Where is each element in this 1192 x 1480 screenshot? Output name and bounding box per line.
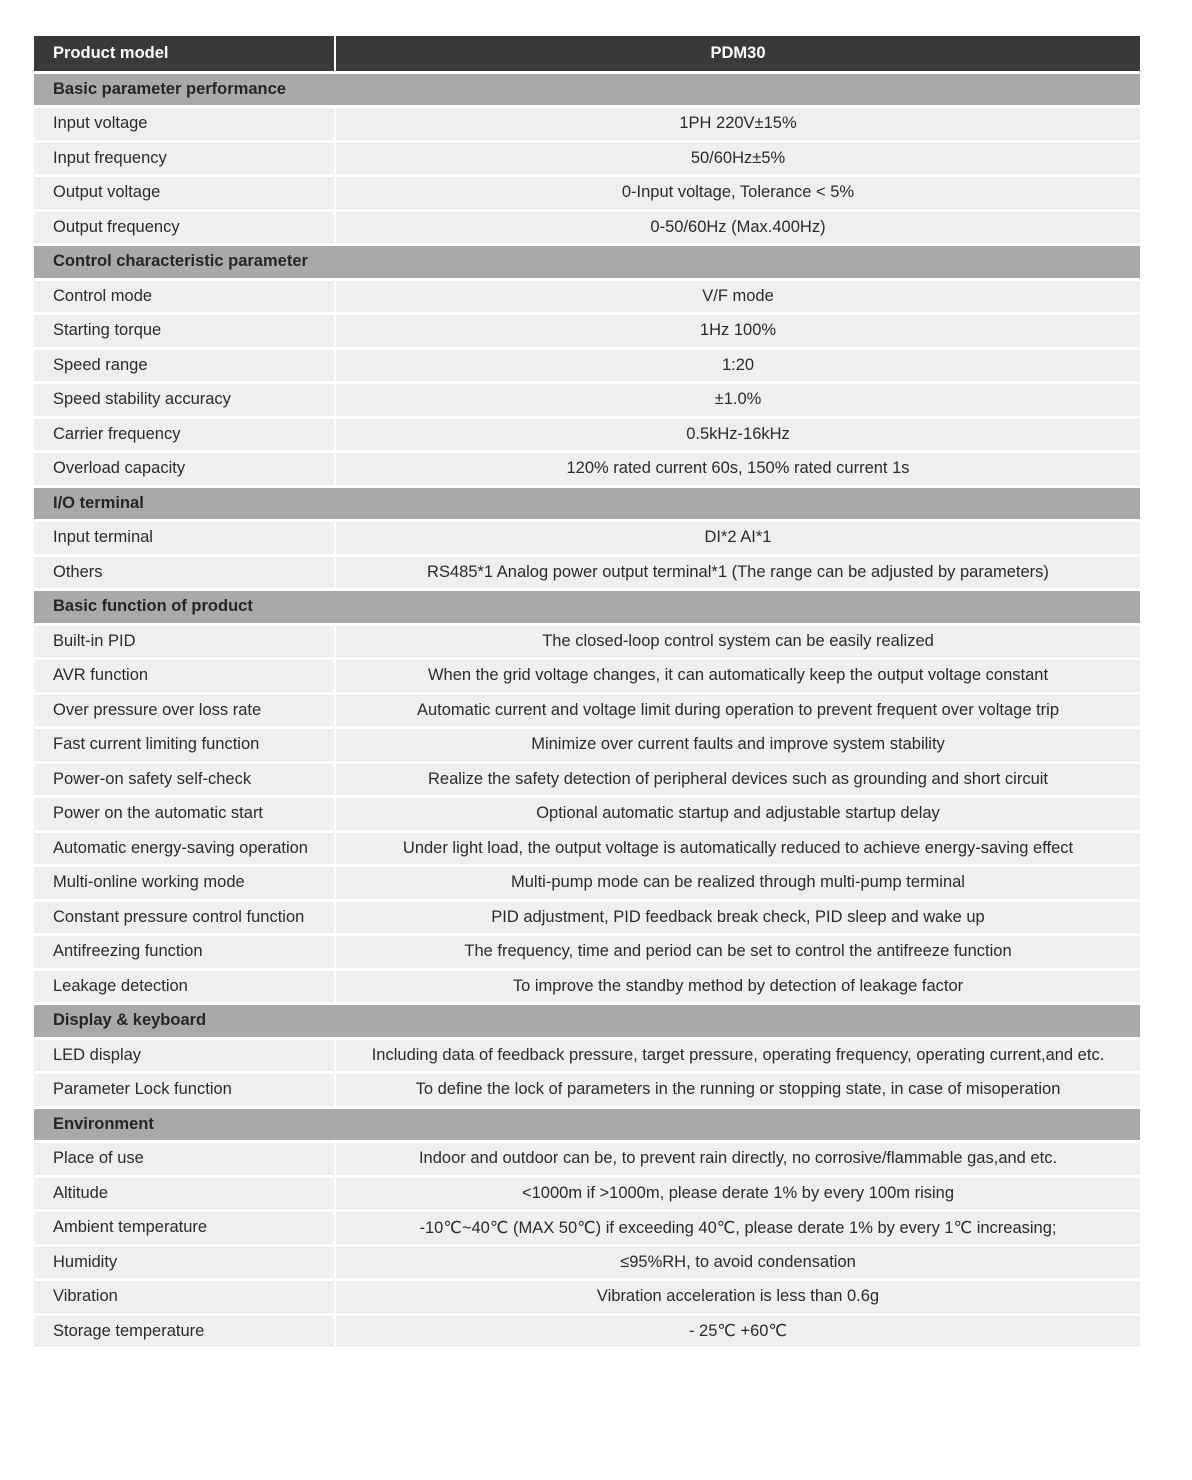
- header-product-model-label: Product model: [34, 36, 335, 72]
- parameter-value: ±1.0%: [335, 383, 1140, 418]
- section-title: Basic parameter performance: [34, 72, 1140, 107]
- section-header-row: [34, 590, 1140, 625]
- parameter-value: The frequency, time and period can be set to control the antifreeze function: [335, 935, 1140, 970]
- table-row: [34, 279, 1140, 314]
- section-title: Basic function of product: [34, 590, 1140, 625]
- parameter-name: Input frequency: [34, 141, 335, 176]
- parameter-name: Place of use: [34, 1142, 335, 1177]
- parameter-value: RS485*1 Analog power output terminal*1 (The range can be adjusted by parameters): [335, 555, 1140, 590]
- parameter-value: -10℃~40℃ (MAX 50℃) if exceeding 40℃, please derate 1% by every 1℃ increasing;: [335, 1211, 1140, 1246]
- parameter-name: Humidity: [34, 1245, 335, 1280]
- parameter-value: Realize the safety detection of peripheral devices such as grounding and short circuit: [335, 762, 1140, 797]
- table-row: [34, 1142, 1140, 1177]
- parameter-name: Output frequency: [34, 210, 335, 245]
- parameter-name: Built-in PID: [34, 624, 335, 659]
- table-row: [34, 693, 1140, 728]
- parameter-name: Altitude: [34, 1176, 335, 1211]
- table-header-row: [34, 36, 1140, 72]
- parameter-name: Others: [34, 555, 335, 590]
- table-row: [34, 417, 1140, 452]
- parameter-value: 0.5kHz-16kHz: [335, 417, 1140, 452]
- parameter-name: Ambient temperature: [34, 1211, 335, 1246]
- table-row: [34, 107, 1140, 142]
- parameter-value: DI*2 AI*1: [335, 521, 1140, 556]
- table-row: [34, 728, 1140, 763]
- parameter-value: 1:20: [335, 348, 1140, 383]
- table-row: [34, 900, 1140, 935]
- section-title: Control characteristic parameter: [34, 245, 1140, 280]
- parameter-name: Automatic energy-saving operation: [34, 831, 335, 866]
- table-row: [34, 831, 1140, 866]
- table-row: [34, 1211, 1140, 1246]
- table-row: [34, 969, 1140, 1004]
- parameter-value: Under light load, the output voltage is automatically reduced to achieve energy-saving effect: [335, 831, 1140, 866]
- table-body: [34, 72, 1140, 1349]
- parameter-value: The closed-loop control system can be easily realized: [335, 624, 1140, 659]
- table-row: [34, 1038, 1140, 1073]
- table-row: [34, 866, 1140, 901]
- header-model-value: PDM30: [335, 36, 1140, 72]
- table-row: [34, 762, 1140, 797]
- table-row: [34, 1176, 1140, 1211]
- section-header-row: [34, 245, 1140, 280]
- parameter-name: Power-on safety self-check: [34, 762, 335, 797]
- table-row: [34, 210, 1140, 245]
- parameter-value: Indoor and outdoor can be, to prevent rain directly, no corrosive/flammable gas,and etc.: [335, 1142, 1140, 1177]
- parameter-value: 0-Input voltage, Tolerance < 5%: [335, 176, 1140, 211]
- parameter-name: Input voltage: [34, 107, 335, 142]
- table-row: [34, 176, 1140, 211]
- parameter-name: Constant pressure control function: [34, 900, 335, 935]
- table-row: [34, 1280, 1140, 1315]
- parameter-name: Power on the automatic start: [34, 797, 335, 832]
- parameter-name: Starting torque: [34, 314, 335, 349]
- parameter-name: LED display: [34, 1038, 335, 1073]
- section-title: Display & keyboard: [34, 1004, 1140, 1039]
- parameter-name: Leakage detection: [34, 969, 335, 1004]
- parameter-value: Vibration acceleration is less than 0.6g: [335, 1280, 1140, 1315]
- parameter-value: Multi-pump mode can be realized through multi-pump terminal: [335, 866, 1140, 901]
- parameter-value: To improve the standby method by detection of leakage factor: [335, 969, 1140, 1004]
- table-row: [34, 521, 1140, 556]
- parameter-name: Overload capacity: [34, 452, 335, 487]
- parameter-name: Carrier frequency: [34, 417, 335, 452]
- parameter-name: Storage temperature: [34, 1314, 335, 1349]
- parameter-value: 50/60Hz±5%: [335, 141, 1140, 176]
- table-row: [34, 659, 1140, 694]
- parameter-name: Over pressure over loss rate: [34, 693, 335, 728]
- table-row: [34, 935, 1140, 970]
- parameter-value: 0-50/60Hz (Max.400Hz): [335, 210, 1140, 245]
- parameter-value: 1Hz 100%: [335, 314, 1140, 349]
- parameter-value: - 25℃ +60℃: [335, 1314, 1140, 1349]
- table-row: [34, 1245, 1140, 1280]
- table-row: [34, 555, 1140, 590]
- section-title: I/O terminal: [34, 486, 1140, 521]
- parameter-name: Control mode: [34, 279, 335, 314]
- parameter-value: 1PH 220V±15%: [335, 107, 1140, 142]
- parameter-value: <1000m if >1000m, please derate 1% by every 100m rising: [335, 1176, 1140, 1211]
- table-row: [34, 141, 1140, 176]
- table-row: [34, 797, 1140, 832]
- section-header-row: [34, 1004, 1140, 1039]
- table-row: [34, 1314, 1140, 1349]
- parameter-value: V/F mode: [335, 279, 1140, 314]
- section-title: Environment: [34, 1107, 1140, 1142]
- parameter-name: Multi-online working mode: [34, 866, 335, 901]
- parameter-value: Optional automatic startup and adjustable startup delay: [335, 797, 1140, 832]
- parameter-value: Including data of feedback pressure, target pressure, operating frequency, operating current,and etc.: [335, 1038, 1140, 1073]
- parameter-name: Speed stability accuracy: [34, 383, 335, 418]
- parameter-name: Speed range: [34, 348, 335, 383]
- section-header-row: [34, 486, 1140, 521]
- parameter-name: Antifreezing function: [34, 935, 335, 970]
- table-row: [34, 452, 1140, 487]
- parameter-name: AVR function: [34, 659, 335, 694]
- table-row: [34, 314, 1140, 349]
- parameter-value: 120% rated current 60s, 150% rated current 1s: [335, 452, 1140, 487]
- section-header-row: [34, 72, 1140, 107]
- parameter-value: When the grid voltage changes, it can automatically keep the output voltage constant: [335, 659, 1140, 694]
- parameter-name: Input terminal: [34, 521, 335, 556]
- table-row: [34, 1073, 1140, 1108]
- table-row: [34, 624, 1140, 659]
- parameter-value: PID adjustment, PID feedback break check, PID sleep and wake up: [335, 900, 1140, 935]
- parameter-name: Output voltage: [34, 176, 335, 211]
- spec-table: [34, 36, 1140, 1350]
- table-row: [34, 348, 1140, 383]
- parameter-value: ≤95%RH, to avoid condensation: [335, 1245, 1140, 1280]
- parameter-name: Vibration: [34, 1280, 335, 1315]
- parameter-value: Automatic current and voltage limit during operation to prevent frequent over voltage trip: [335, 693, 1140, 728]
- parameter-name: Parameter Lock function: [34, 1073, 335, 1108]
- section-header-row: [34, 1107, 1140, 1142]
- parameter-value: Minimize over current faults and improve system stability: [335, 728, 1140, 763]
- parameter-name: Fast current limiting function: [34, 728, 335, 763]
- parameter-value: To define the lock of parameters in the running or stopping state, in case of misoperation: [335, 1073, 1140, 1108]
- table-row: [34, 383, 1140, 418]
